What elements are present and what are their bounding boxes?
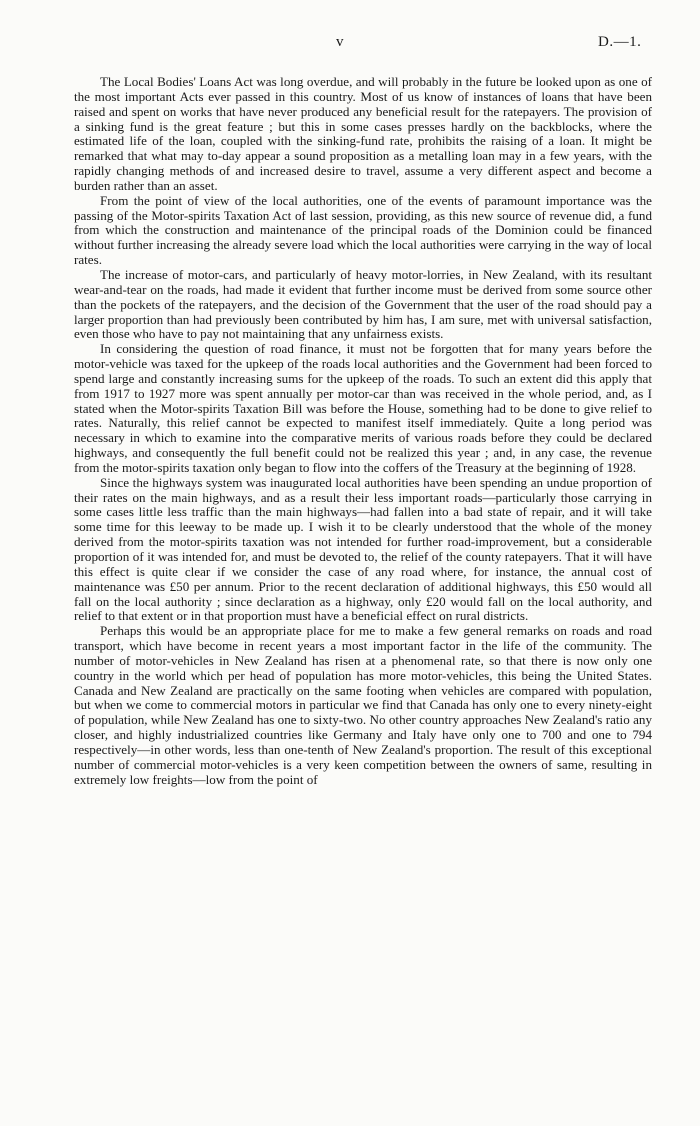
- page-number: v: [336, 34, 344, 50]
- body-text: [74, 75, 652, 788]
- paragraph-road-transport: Perhaps this would be an appropriate place for me to make a few general remarks on roads and road transport, which have become in recent years a most important factor in the life of the community. The number of motor-vehicles in New Zealand has risen at a phenomenal rate, so that there is now only one country in the world which per head of population has more motor-vehicles, this being the United States. Canada and New Zealand are practically on the same footing when vehicles are compared with population, but when we come to commercial motors in particular we find that Canada has only one to every ninety-eight of population, while New Zealand has one to sixty-two. No other country approaches New Zealand's ratio any closer, and highly industrialized countries like Germany and Italy have only one to 700 and one to 794 respectively—in other words, less than one-tenth of New Zealand's proportion. The result of this exceptional number of commercial motor-vehicles is a very keen competition between the owners of same, resulting in extremely low freights—low from the point of: [74, 623, 652, 787]
- paragraph-road-finance: In considering the question of road finance, it must not be forgotten that for many years before the motor-vehicle was taxed for the upkeep of the roads local authorities and the Government had been forced to spend large and constantly increasing sums for the upkeep of the roads. To such an extent did this apply that from 1917 to 1927 more was spent annually per motor-car than was received in the whole period, and, as I stated when the Motor-spirits Taxation Bill was before the House, something had to be done to give relief to rates. Naturally, this relief cannot be expected to manifest itself immediately. Quite a long period was necessary in which to examine into the comparative merits of various roads before they could be declared highways, and consequently the full benefit could not be realized this year ; and, in any case, the revenue from the motor-spirits taxation only began to flow into the coffers of the Treasury at the beginning of 1928.: [74, 341, 652, 475]
- page-header: [0, 34, 700, 56]
- document-reference: D.—1.: [598, 34, 642, 50]
- paragraph-highways-system: Since the highways system was inaugurated local authorities have been spending an undue proportion of their rates on the main highways, and as a result their less important roads—particularly those carrying in some cases little less traffic than the main highways—had fallen into a bad state of repair, and it will take some time for this leeway to be made up. I wish it to be clearly understood that the whole of the money derived from the motor-spirits taxation was not intended for further road-improvement, but a considerable proportion of it was intended for, and must be devoted to, the relief of the county ratepayers. That it will have this effect is quite clear if we consider the case of any road where, for instance, the annual cost of maintenance was £50 per annum. Prior to the recent declaration of additional highways, this £50 would all fall on the local authority ; since declaration as a highway, only £20 would fall on the local authority, and relief to that extent or in that proportion must have a beneficial effect on rural districts.: [74, 474, 652, 624]
- paragraph-loans-act: The Local Bodies' Loans Act was long overdue, and will probably in the future be looked upon as one of the most important Acts ever passed in this country. Most of us know of instances of loans that have been raised and spent on works that have never produced any beneficial result for the ratepayers. The provision of a sinking fund is the great feature ; but this in some cases presses hardly on the backblocks, where the estimated life of the loan, coupled with the sinking-fund rate, prohibits the raising of a loan. It might be remarked that what may to-day appear a sound proposition as a metalling loan may in a few years, with the rapidly changing methods of and increased desire to travel, assume a very different aspect and become a burden rather than an asset.: [74, 74, 652, 193]
- paragraph-motor-spirits-act: From the point of view of the local authorities, one of the events of paramount importance was the passing of the Motor-spirits Taxation Act of last session, providing, as this new source of revenue did, a fund from which the construction and maintenance of the principal roads of the Dominion could be financed without further increasing the already severe load which the local authorities were carrying in the way of local rates.: [74, 192, 652, 268]
- paragraph-motor-increase: The increase of motor-cars, and particularly of heavy motor-lorries, in New Zealand, with its resultant wear-and-tear on the roads, had made it evident that further income must be derived from some source other than the pockets of the ratepayers, and the decision of the Government that the user of the road should pay a larger proportion than had previously been contributed by him has, I am sure, met with universal satisfaction, even those who have to pay not maintaining that any unfairness exists.: [74, 266, 652, 342]
